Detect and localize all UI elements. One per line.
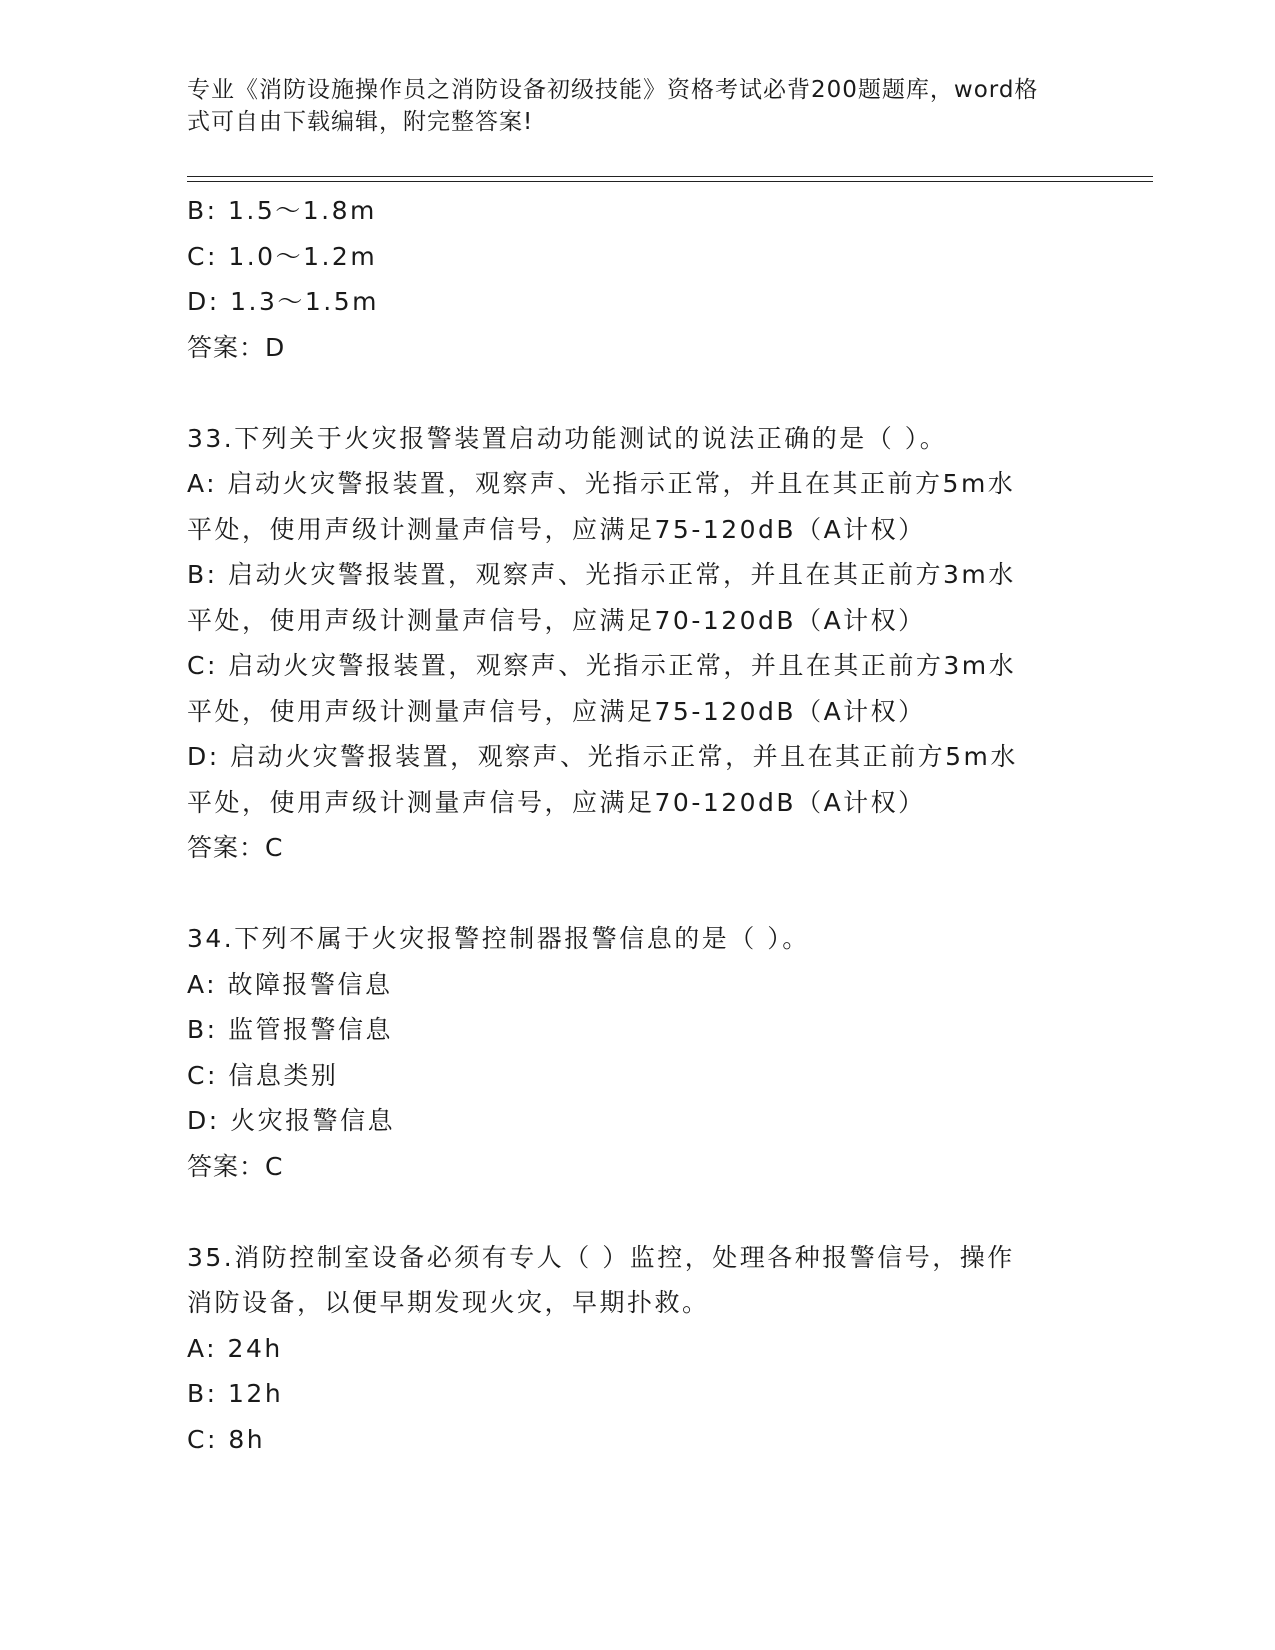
header-line-1: 专业《消防设施操作员之消防设备初级技能》资格考试必背200题题库，word格 bbox=[187, 77, 1039, 103]
option-b: B: 12h bbox=[187, 1379, 284, 1408]
option-a: A: 故障报警信息 bbox=[187, 969, 393, 999]
question-34 bbox=[187, 916, 1087, 1189]
option-c-line-1: C: 启动火灾警报装置，观察声、光指示正常，并且在其正前方3m水 bbox=[187, 651, 1017, 680]
option-c: C: 信息类别 bbox=[187, 1060, 339, 1090]
question-stem-line-2: 消防设备，以便早期发现火灾，早期扑救。 bbox=[187, 1288, 710, 1317]
header-divider-top bbox=[187, 176, 1153, 177]
question-list bbox=[187, 188, 1087, 1462]
question-32 bbox=[187, 188, 1087, 370]
option-c: C: 1.0～1.2m bbox=[187, 241, 378, 271]
option-a-line-1: A: 启动火灾警报装置，观察声、光指示正常，并且在其正前方5m水 bbox=[187, 469, 1016, 498]
answer-line: 答案：C bbox=[187, 1151, 284, 1181]
option-d-line-2: 平处，使用声级计测量声信号，应满足70-120dB（A计权） bbox=[187, 787, 926, 817]
question-33 bbox=[187, 416, 1087, 871]
option-d-line-1: D: 启动火灾警报装置，观察声、光指示正常，并且在其正前方5m水 bbox=[187, 742, 1018, 771]
option-c: C: 8h bbox=[187, 1424, 266, 1454]
option-b-line-1: B: 启动火灾警报装置，观察声、光指示正常，并且在其正前方3m水 bbox=[187, 560, 1016, 589]
answer-line: 答案：C bbox=[187, 833, 284, 862]
option-c-line-2: 平处，使用声级计测量声信号，应满足75-120dB（A计权） bbox=[187, 696, 926, 726]
question-stem: 34.下列不属于火灾报警控制器报警信息的是（ ）。 bbox=[187, 924, 810, 953]
option-d: D: 火灾报警信息 bbox=[187, 1106, 396, 1135]
spacer bbox=[187, 871, 1087, 917]
question-stem-line-1: 35.消防控制室设备必须有专人（ ）监控，处理各种报警信号，操作 bbox=[187, 1242, 1015, 1272]
option-a-line-2: 平处，使用声级计测量声信号，应满足75-120dB（A计权） bbox=[187, 514, 926, 544]
option-b: B: 监管报警信息 bbox=[187, 1015, 394, 1044]
question-stem: 33.下列关于火灾报警装置启动功能测试的说法正确的是（ ）。 bbox=[187, 423, 948, 453]
spacer bbox=[187, 370, 1087, 416]
option-b: B: 1.5～1.8m bbox=[187, 196, 377, 225]
option-d: D: 1.3～1.5m bbox=[187, 287, 379, 316]
option-b-line-2: 平处，使用声级计测量声信号，应满足70-120dB（A计权） bbox=[187, 605, 926, 635]
option-a: A: 24h bbox=[187, 1333, 283, 1363]
header-line-2: 式可自由下载编辑，附完整答案! bbox=[187, 109, 534, 135]
document-header bbox=[187, 74, 1067, 138]
spacer bbox=[187, 1189, 1087, 1235]
question-35 bbox=[187, 1235, 1087, 1463]
header-divider-bottom bbox=[187, 181, 1153, 182]
answer-line: 答案：D bbox=[187, 332, 286, 362]
